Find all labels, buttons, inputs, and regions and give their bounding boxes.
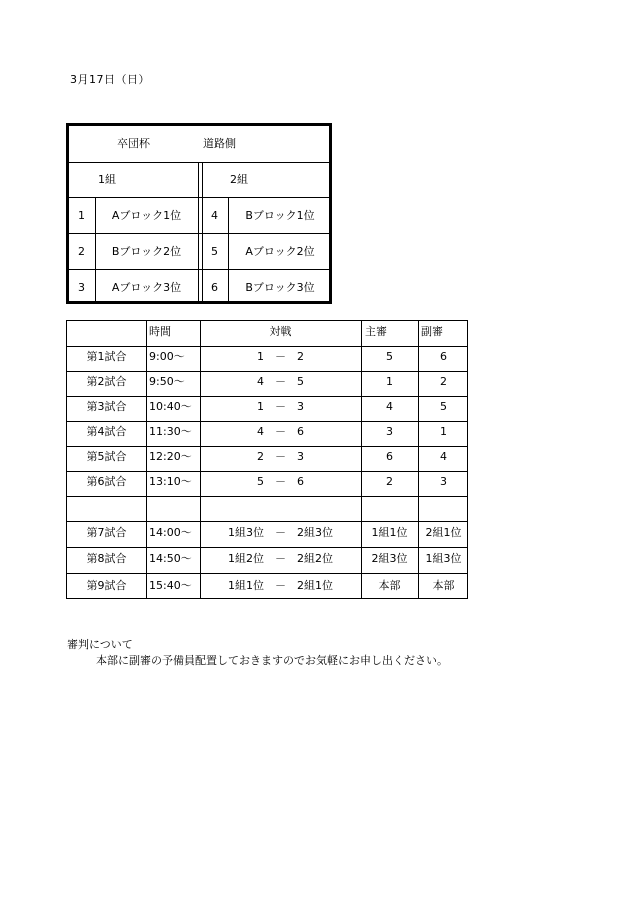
team-name: Aブロック3位: [111, 281, 182, 294]
match-time: 11:30〜: [149, 425, 192, 438]
match-chief: 本部: [378, 579, 401, 592]
team-name: Aブロック2位: [245, 245, 315, 258]
match-label: 第4試合: [86, 425, 127, 438]
match-chief: 1組1位: [371, 526, 408, 539]
match-assistant: 本部: [432, 579, 455, 592]
match-pairing: 2 － 3: [257, 450, 304, 463]
match-time: 10:40〜: [149, 400, 192, 413]
match-label: 第3試合: [86, 400, 127, 413]
header-assistant: 副審: [421, 325, 443, 338]
match-time: 15:40〜: [149, 579, 192, 592]
match-assistant: 5: [440, 400, 447, 413]
notes-title: 審判について: [67, 638, 133, 651]
match-pairing: 5 － 6: [257, 475, 304, 488]
venue-label: 道路側: [203, 137, 236, 150]
notes-body: 本部に副審の予備員配置しておきますのでお気軽にお申し出ください。: [96, 654, 448, 667]
team-table-rule: [69, 233, 329, 234]
schedule-rule: [67, 471, 467, 472]
team-table: [66, 123, 332, 304]
match-label: 第5試合: [86, 450, 127, 463]
group-1-name: 1組: [98, 173, 116, 186]
match-pairing: 4 － 5: [257, 375, 304, 388]
team-num: 2: [78, 245, 85, 258]
schedule-rule: [67, 521, 467, 522]
match-assistant: 2: [440, 375, 447, 388]
team-name: Aブロック1位: [111, 209, 182, 222]
schedule-rule: [67, 421, 467, 422]
team-num: 5: [211, 245, 218, 258]
match-assistant: 6: [440, 350, 447, 363]
match-time: 9:50〜: [149, 375, 185, 388]
tournament-title: 卒団杯: [117, 137, 150, 150]
header-time: 時間: [149, 325, 171, 338]
match-assistant: 3: [440, 475, 447, 488]
team-num: 3: [78, 281, 85, 294]
match-chief: 3: [386, 425, 393, 438]
team-table-divider: [198, 162, 199, 301]
match-label: 第2試合: [86, 375, 127, 388]
match-pairing: 1 － 2: [257, 350, 304, 363]
match-time: 14:50〜: [149, 552, 192, 565]
match-label: 第7試合: [86, 526, 127, 539]
match-pairing: 4 － 6: [257, 425, 304, 438]
match-time: 13:10〜: [149, 475, 192, 488]
group-2-name: 2組: [230, 173, 248, 186]
match-assistant: 2組1位: [425, 526, 462, 539]
schedule-rule: [67, 346, 467, 347]
schedule-rule: [67, 547, 467, 548]
header-chief: 主審: [365, 325, 387, 338]
team-table-divider: [202, 162, 203, 301]
match-time: 12:20〜: [149, 450, 192, 463]
team-num: 4: [211, 209, 218, 222]
team-table-rule: [69, 197, 329, 198]
team-table-rule: [69, 162, 329, 163]
schedule-divider: [146, 321, 147, 598]
match-chief: 1: [386, 375, 393, 388]
match-pairing: 1組1位 － 2組1位: [228, 579, 333, 592]
match-label: 第1試合: [86, 350, 127, 363]
team-name: Bブロック1位: [245, 209, 315, 222]
match-chief: 2: [386, 475, 393, 488]
schedule-rule: [67, 396, 467, 397]
team-name: Bブロック3位: [245, 281, 315, 294]
team-table-rule: [69, 269, 329, 270]
team-name: Bブロック2位: [111, 245, 182, 258]
match-label: 第9試合: [86, 579, 127, 592]
match-assistant: 1組3位: [425, 552, 462, 565]
schedule-rule: [67, 446, 467, 447]
match-chief: 5: [386, 350, 393, 363]
match-chief: 2組3位: [371, 552, 408, 565]
match-label: 第8試合: [86, 552, 127, 565]
team-num: 6: [211, 281, 218, 294]
schedule-rule: [67, 573, 467, 574]
match-time: 14:00〜: [149, 526, 192, 539]
match-pairing: 1 － 3: [257, 400, 304, 413]
schedule-rule: [67, 371, 467, 372]
match-assistant: 4: [440, 450, 447, 463]
match-label: 第6試合: [86, 475, 127, 488]
schedule-rule: [67, 496, 467, 497]
match-pairing: 1組2位 － 2組2位: [228, 552, 333, 565]
match-assistant: 1: [440, 425, 447, 438]
match-chief: 6: [386, 450, 393, 463]
header-match: 対戦: [269, 325, 292, 338]
schedule-table: [66, 320, 468, 599]
match-pairing: 1組3位 － 2組3位: [228, 526, 333, 539]
date-heading: 3月17日（日）: [70, 73, 150, 86]
match-time: 9:00〜: [149, 350, 185, 363]
match-chief: 4: [386, 400, 393, 413]
team-num: 1: [78, 209, 85, 222]
